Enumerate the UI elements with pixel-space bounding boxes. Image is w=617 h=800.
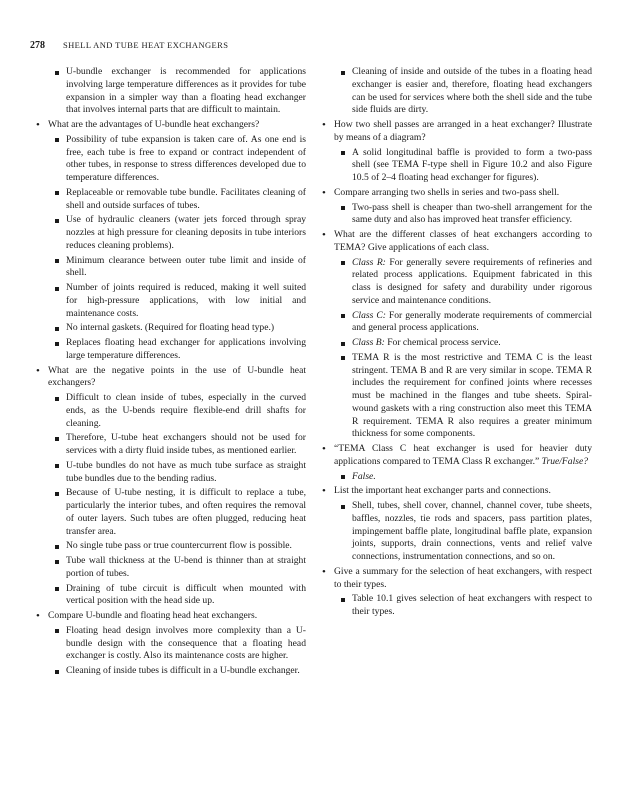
right-column (320, 66, 592, 621)
list-item: No single tube pass or true countercurrent flow is possible. (52, 540, 306, 553)
list-item: Shell, tubes, shell cover, channel, channel cover, tube sheets, baffles, nozzles, tie rods and spacers, pass partition plates, impingement baffle plate, longitudinal baffle plate, expansion joints, supports, drain connections, vents and relief valve connections, instrumentation connections, and so on. (338, 500, 592, 564)
class-item (338, 257, 592, 308)
list-item: Table 10.1 gives selection of heat exchangers with respect to their types. (338, 593, 592, 619)
class-label: Class B: (352, 337, 385, 348)
list-item: Possibility of tube expansion is taken care of. As one end is free, each tube is free to expand or contract independent of other tubes, in response to stress differences developed due to temperature differences. (52, 134, 306, 185)
class-text: For generally moderate requirements of commercial and general process applications. (352, 309, 592, 334)
left-column (34, 66, 306, 680)
list-item: Two-pass shell is cheaper than two-shell arrangement for the same duty and also has improved heat transfer efficiency. (338, 202, 592, 228)
question-text: Compare arranging two shells in series and two-pass shell. (334, 186, 560, 198)
list-item: A solid longitudinal baffle is provided to form a two-pass shell (see TEMA F-type shell in Figure 10.2 and also Figure 10.5 of 2–4 floating head exchanger for figures). (338, 147, 592, 185)
list-item: Difficult to clean inside of tubes, especially in the curved ends, as the U-bends require flexible-end drill shafts for cleaning. (52, 392, 306, 430)
answer (338, 471, 592, 484)
question (34, 610, 306, 623)
list-item: Floating head design involves more complexity than a U-bundle design with the consequence that a floating head exchanger is costly. Also its maintenance costs are higher. (52, 625, 306, 663)
class-item (338, 310, 592, 336)
list-item: Draining of tube circuit is difficult when mounted with vertical position with the head side up. (52, 583, 306, 609)
question (320, 566, 592, 592)
list-item: Cleaning of inside and outside of the tubes in a floating head exchanger is easier and, therefore, floating head exchangers can be used for services where both the shell side and the tube side fluids are dirty. (338, 66, 592, 117)
class-label: Class C: (352, 309, 386, 321)
question (320, 119, 592, 145)
question (320, 229, 592, 255)
list-item: Because of U-tube nesting, it is difficult to replace a tube, particularly the interior tubes, and often requires the removal of outer layers. Such tubes are often plugged, reducing heat transfer area. (52, 487, 306, 538)
question-text: Give a summary for the selection of heat exchangers, with respect to their types. (334, 565, 592, 590)
class-text: For chemical process service. (387, 337, 501, 348)
question (320, 443, 592, 469)
list-item: U-tube bundles do not have as much tube surface as straight tube bundles due to the bending radius. (52, 460, 306, 486)
question (320, 485, 592, 498)
question-text: What are the negative points in the use of U-bundle heat exchangers? (48, 364, 306, 389)
class-item (338, 337, 592, 350)
list-item: Minimum clearance between outer tube limit and inside of shell. (52, 255, 306, 281)
question-text: Compare U-bundle and floating head heat exchangers. (48, 610, 258, 621)
question (34, 119, 306, 132)
list-item: Use of hydraulic cleaners (water jets forced through spray nozzles at high pressure for cleaning deposits in tube interiors reduces cleaning problems). (52, 214, 306, 252)
list-item: No internal gaskets. (Required for floating head type.) (52, 322, 306, 335)
list-item: Number of joints required is reduced, making it well suited for high-pressure applications, with low initial and maintenance costs. (52, 282, 306, 320)
question-text: How two shell passes are arranged in a heat exchanger? Illustrate by means of a diagram? (334, 119, 592, 143)
list-item: U-bundle exchanger is recommended for applications involving large temperature differences as it provides for tube expansion in a simpler way than a floating head exchanger that involves internal parts that are difficult to maintain. (52, 66, 306, 117)
question-tail: True/False? (541, 455, 589, 467)
list-item: Replaces floating head exchanger for applications involving large temperature differences. (52, 337, 306, 363)
list-item: Cleaning of inside tubes is difficult in a U-bundle exchanger. (52, 665, 306, 678)
question-text: What are the advantages of U-bundle heat exchangers? (48, 119, 260, 130)
question (320, 187, 592, 200)
question-text: What are the different classes of heat exchangers according to TEMA? Give applications of each class. (334, 229, 592, 253)
page-number: 278 (30, 40, 45, 51)
answer-text: False. (352, 470, 376, 482)
list-item: TEMA R is the most restrictive and TEMA C is the least stringent. TEMA B and R are very similar in scope. TEMA R includes the requirement for confined joints where recesses must be machined in the flanges and tube sheets. Spiral-wound gaskets with a ring construction also meet this TEMA R requirement. TEMA R also requires a greater minimum thickness for some components. (338, 352, 592, 441)
question-text: “TEMA Class C heat exchanger is used for heavier duty applications compared to TEMA Class R exchanger.” (334, 443, 592, 467)
list-item: Tube wall thickness at the U-bend is thinner than at straight portion of tubes. (52, 555, 306, 581)
class-text: For generally severe requirements of refineries and related process applications. Equipment fabricated in this class is designed for safety and durability under rigorous service and maintenance conditions. (352, 256, 592, 306)
class-label: Class R: (352, 256, 386, 268)
page-header (30, 40, 590, 51)
question (34, 365, 306, 391)
list-item: Therefore, U-tube heat exchangers should not be used for services with a dirty fluid inside tubes, as mentioned earlier. (52, 432, 306, 458)
running-head: SHELL AND TUBE HEAT EXCHANGERS (63, 40, 229, 50)
list-item: Replaceable or removable tube bundle. Facilitates cleaning of shell and outside surfaces of tubes. (52, 187, 306, 213)
question-text: List the important heat exchanger parts and connections. (334, 485, 551, 497)
